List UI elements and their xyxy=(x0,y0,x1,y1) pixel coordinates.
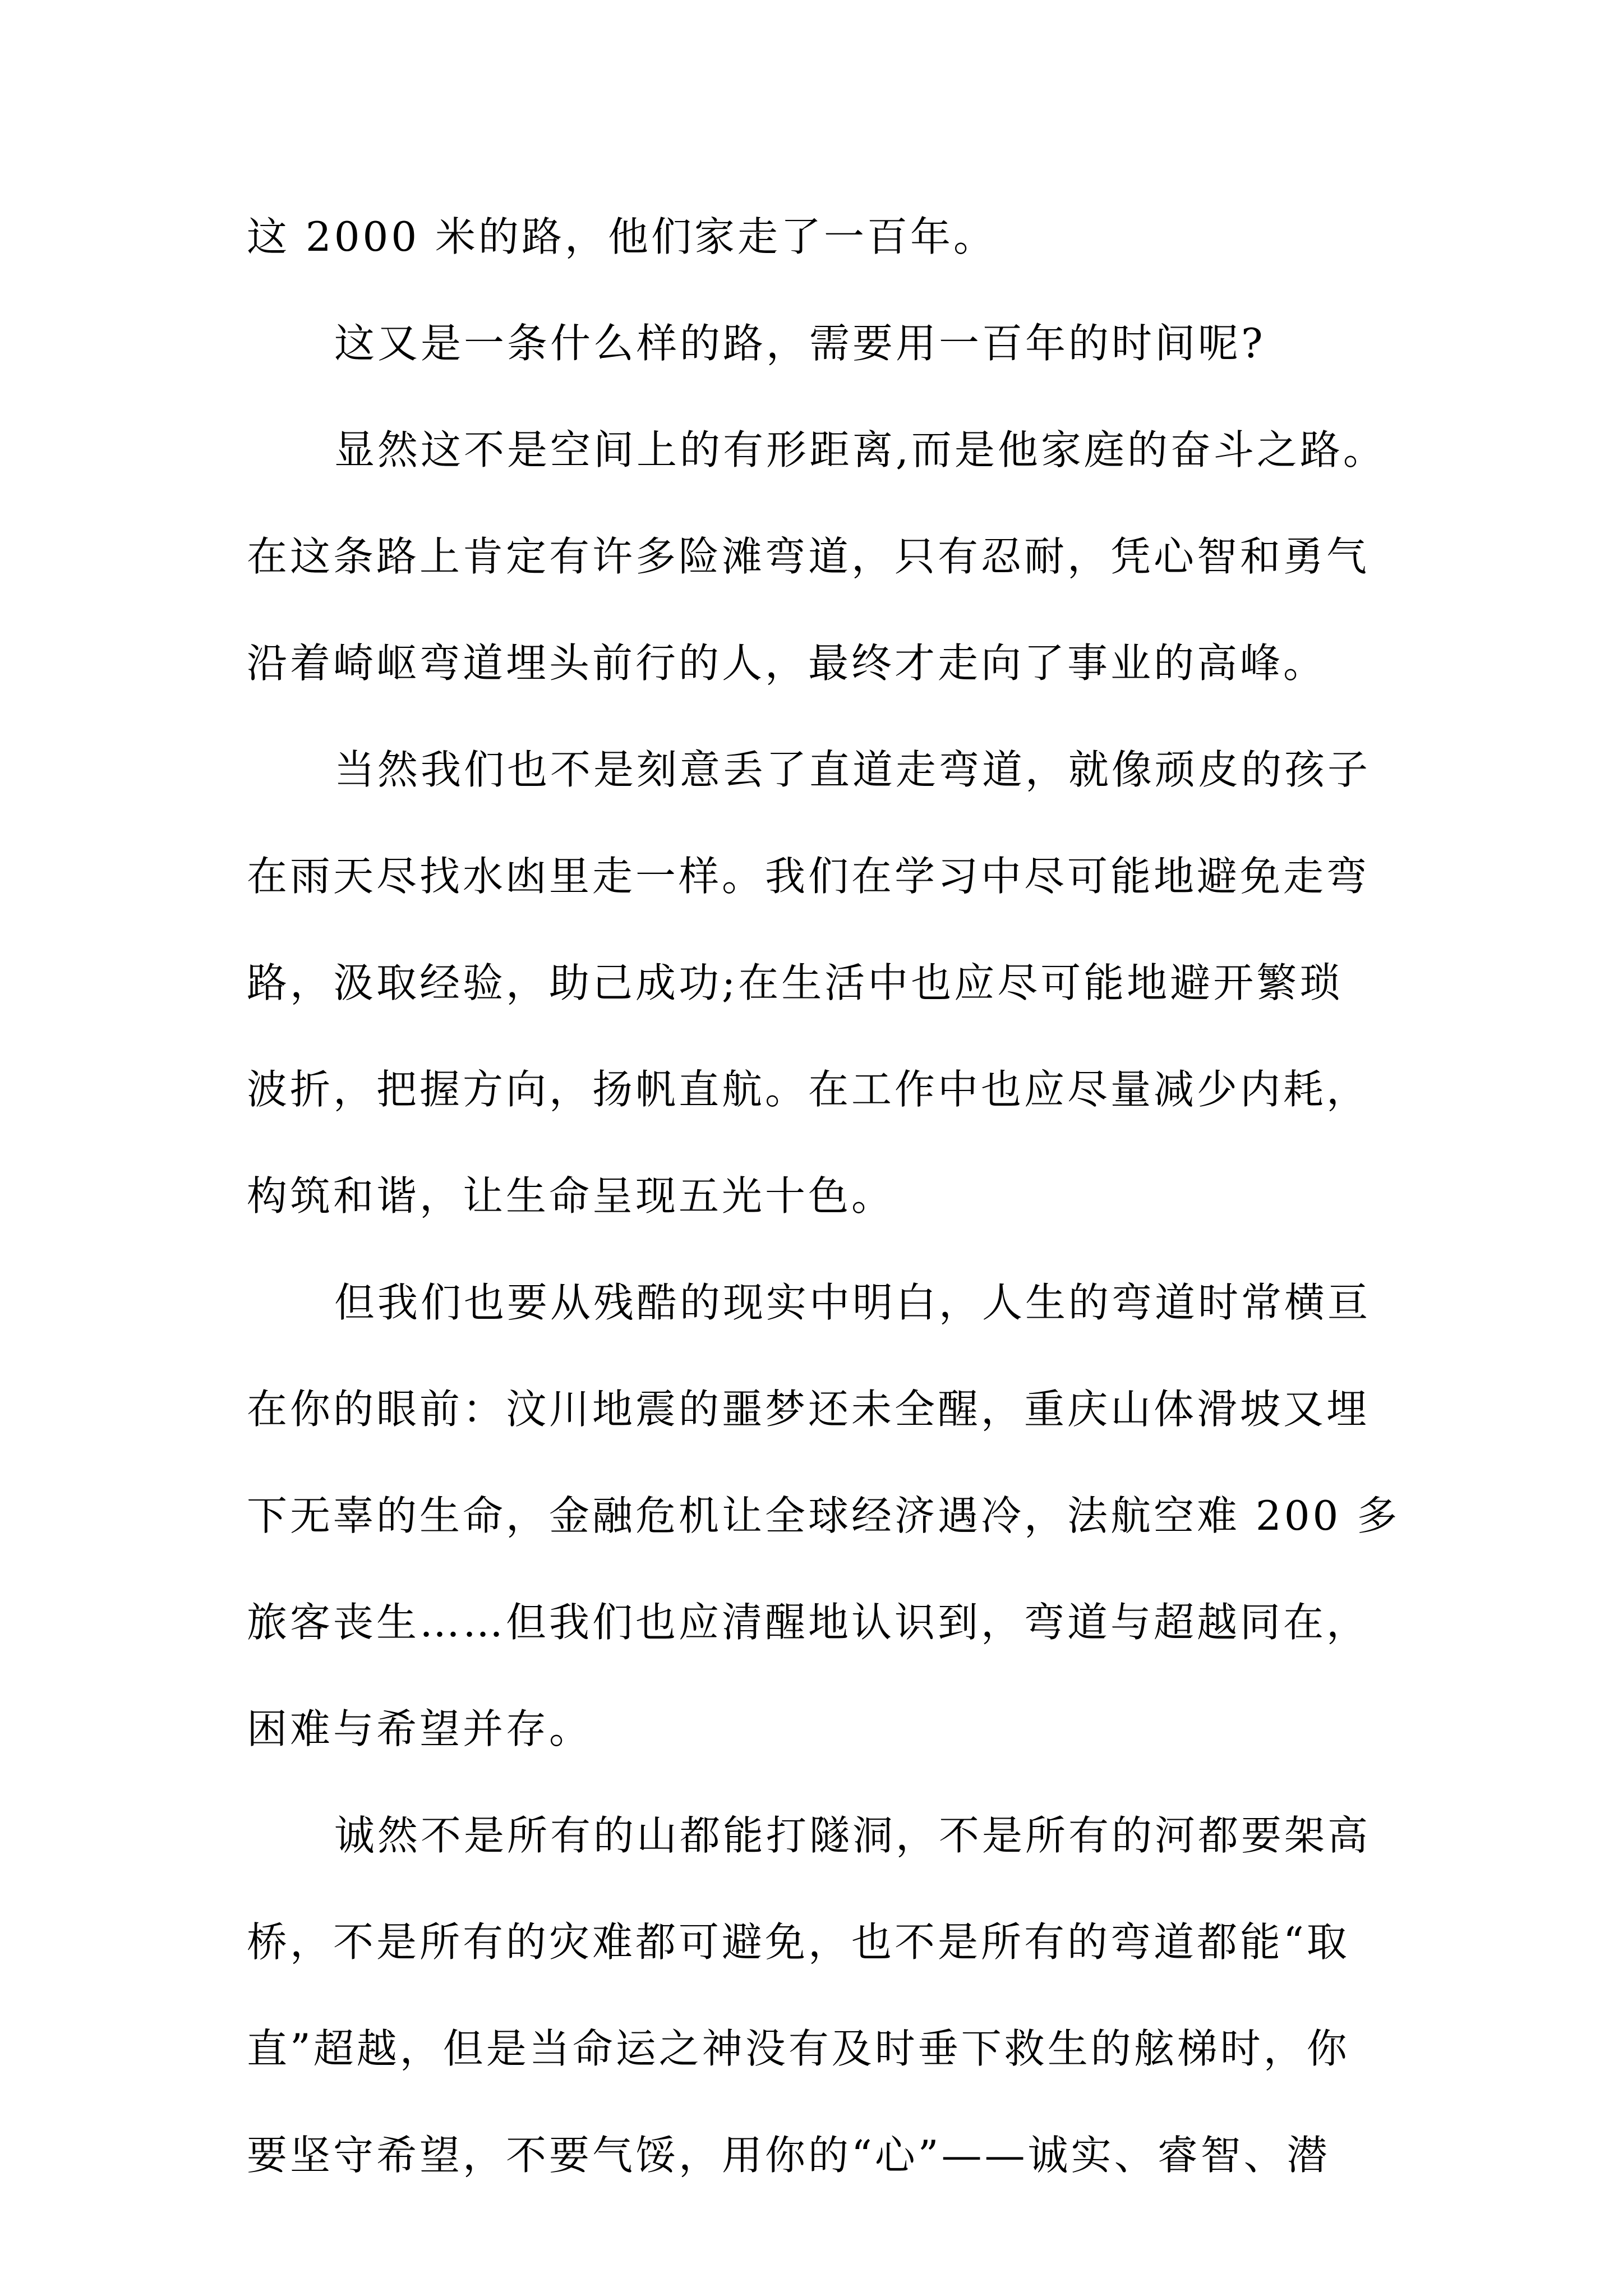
text-line: 但我们也要从残酷的现实中明白，人生的弯道时常横亘 xyxy=(334,1279,1371,1326)
text-line: 在这条路上肯定有许多险滩弯道，只有忍耐，凭心智和勇气 xyxy=(247,533,1370,580)
text-line: 沿着崎岖弯道埋头前行的人，最终才走向了事业的高峰。 xyxy=(247,639,1327,687)
text-line: 旅客丧生……但我们也应清醒地认识到，弯道与超越同在， xyxy=(247,1599,1370,1646)
text-line: 诚然不是所有的山都能打隧洞，不是所有的河都要架高 xyxy=(334,1812,1371,1859)
text-line: 桥，不是所有的灾难都可避免，也不是所有的弯道都能“取 xyxy=(247,1918,1350,1966)
text-line: 下无辜的生命，金融危机让全球经济遇冷，法航空难 200 多 xyxy=(247,1492,1400,1539)
text-line: 在你的眼前：汶川地震的噩梦还未全醒，重庆山体滑坡又埋 xyxy=(247,1386,1370,1433)
text-line: 困难与希望并存。 xyxy=(247,1705,593,1752)
text-line: 波折，把握方向，扬帆直航。在工作中也应尽量减少内耗， xyxy=(247,1066,1370,1113)
text-line: 显然这不是空间上的有形距离,而是他家庭的奋斗之路。 xyxy=(334,426,1386,473)
text-line: 当然我们也不是刻意丢了直道走弯道，就像顽皮的孩子 xyxy=(334,746,1371,793)
text-line: 这又是一条什么样的路，需要用一百年的时间呢? xyxy=(334,320,1266,367)
text-line: 构筑和谐，让生命呈现五光十色。 xyxy=(247,1172,895,1220)
text-line: 要坚守希望，不要气馁，用你的“心”——诚实、睿智、潜 xyxy=(247,2132,1330,2179)
text-line: 这 2000 米的路，他们家走了一百年。 xyxy=(247,213,997,260)
text-line: 在雨天尽找水凼里走一样。我们在学习中尽可能地避免走弯 xyxy=(247,853,1370,900)
text-line: 直”超越，但是当命运之神没有及时垂下救生的舷梯时，你 xyxy=(247,2025,1350,2072)
text-line: 路，汲取经验，助己成功;在生活中也应尽可能地避开繁琐 xyxy=(247,959,1343,1006)
